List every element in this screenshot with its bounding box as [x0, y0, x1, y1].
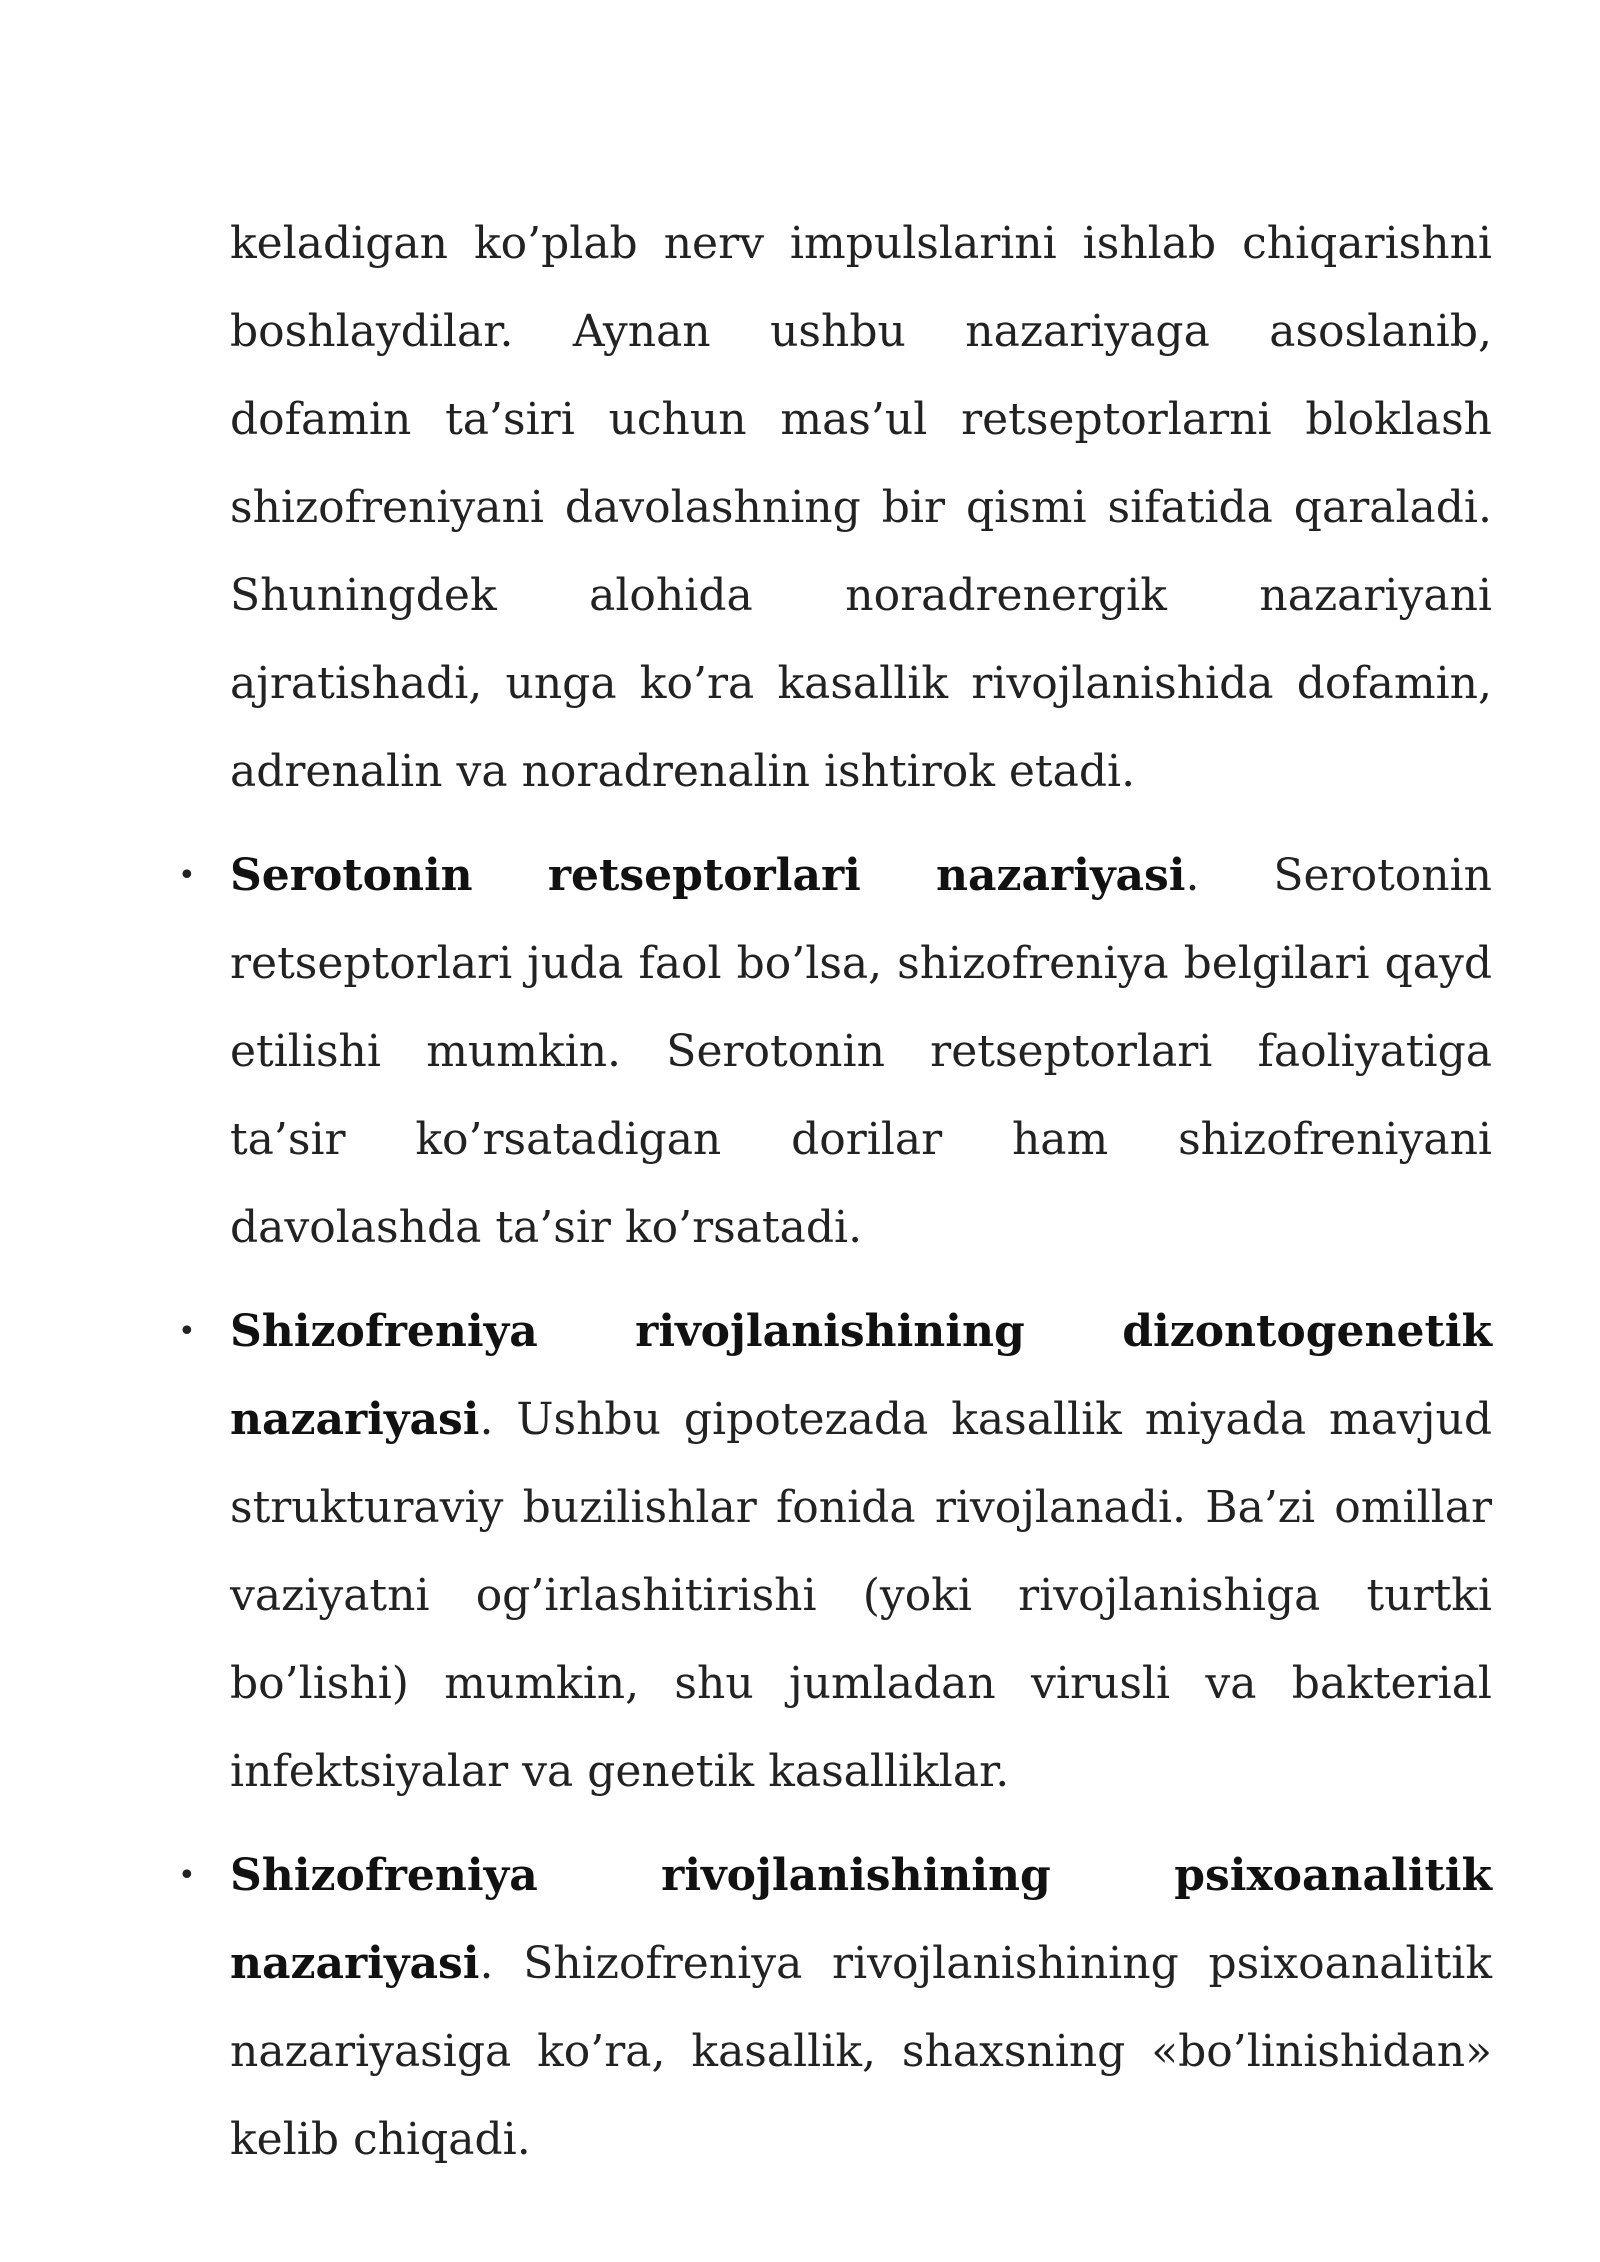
- list-item: [178, 832, 1492, 1272]
- item-body: Shizofreniya rivojlanishining psixoanalitik nazariyasiga ko’ra, kasallik, shaxsning «bo’linishidan» kelib chiqadi.: [230, 1938, 1492, 2165]
- item-body: Ushbu gipotezada kasallik miyada mavjud strukturaviy buzilishlar fonida rivojlanadi. Ba’zi omillar vaziyatni og’irlashitirishi (yoki rivojlanishiga turtki bo’lishi) mumkin, shu jumladan virusli va bakterial infektsiyalar va genetik kasalliklar.: [230, 1394, 1492, 1797]
- document-page: [178, 200, 1492, 2200]
- item-title-period: .: [479, 1938, 494, 1989]
- item-title: Shizofreniya rivojlanishining dizontogenetik nazariyasi: [230, 1306, 1492, 1445]
- bullet-icon: •: [178, 1858, 196, 1893]
- item-title: Shizofreniya rivojlanishining psixoanalitik nazariyasi: [230, 1850, 1492, 1989]
- item-title: Serotonin retseptorlari nazariyasi: [230, 850, 1186, 901]
- list-item: [178, 1832, 1492, 2184]
- intro-paragraph: keladigan ko’plab nerv impulslarini ishlab chiqarishni boshlaydilar. Aynan ushbu nazariyaga asoslanib, dofamin ta’siri uchun mas’ul retseptorlarni bloklash shizofreniyani davolashning bir qismi sifatida qaraladi. Shuningdek alohida noradrenergik nazariyani ajratishadi, unga ko’ra kasallik rivojlanishida dofamin, adrenalin va noradrenalin ishtirok etadi.: [230, 218, 1492, 797]
- list-item: [178, 1288, 1492, 1816]
- theory-list: [178, 832, 1492, 2184]
- item-title-period: .: [1185, 850, 1200, 901]
- bullet-icon: •: [178, 858, 196, 893]
- bullet-icon: •: [178, 1314, 196, 1349]
- item-body: Serotonin retseptorlari juda faol bo’lsa, shizofreniya belgilari qayd etilishi mumkin. Serotonin retseptorlari faoliyatiga ta’sir ko’rsatadigan dorilar ham shizofreniyani davolashda ta’sir ko’rsatadi.: [230, 850, 1492, 1253]
- item-title-period: .: [479, 1394, 494, 1445]
